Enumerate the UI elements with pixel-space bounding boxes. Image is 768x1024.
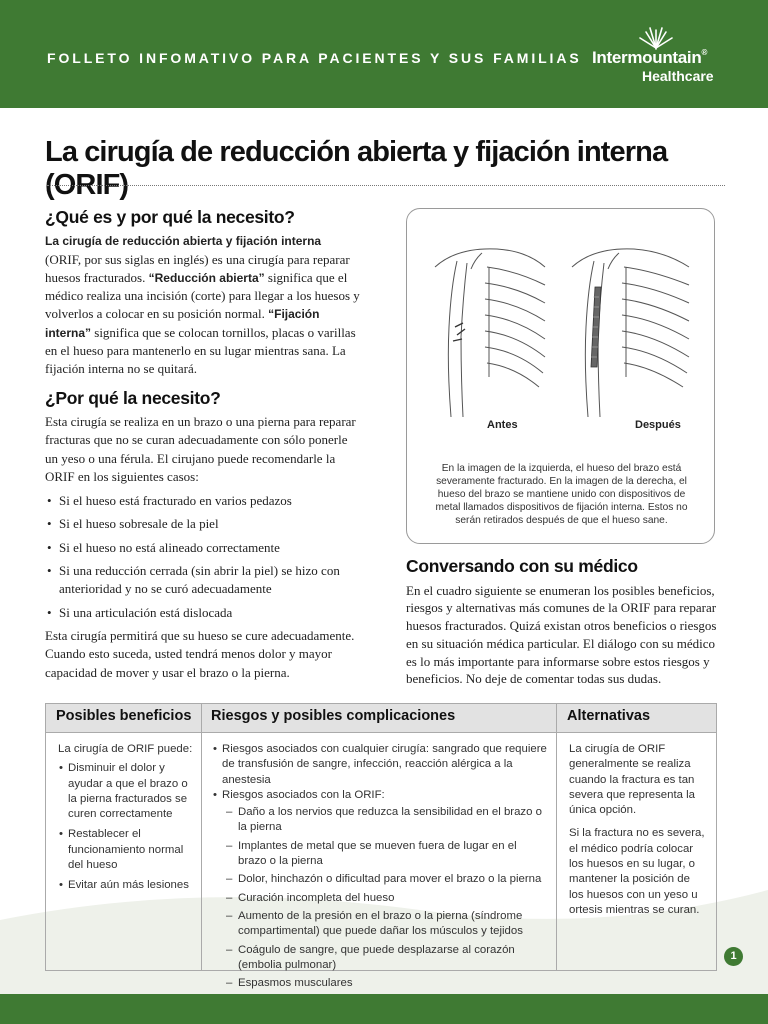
footer-band — [0, 994, 768, 1024]
what-text-1: (ORIF, por sus siglas en inglés) es una cirugía para reparar huesos fracturados. — [45, 251, 350, 285]
talk-section — [406, 558, 724, 688]
page-title: La cirugía de reducción abierta y fijación interna (ORIF) — [45, 136, 668, 201]
list-item: – Implantes de metal que se mueven fuera de lugar en el brazo o la pierna — [222, 839, 548, 870]
benefits-cell — [58, 742, 194, 899]
left-column — [45, 208, 360, 682]
term-internal-fixation: “Fijación interna” — [45, 307, 320, 340]
list-item: – Curación incompleta del hueso — [222, 891, 548, 906]
benefits-list — [58, 761, 194, 893]
benefits-risks-table — [45, 703, 717, 990]
header-tagline: FOLLETO INFOMATIVO PARA PACIENTES Y SUS FAMILIAS — [47, 50, 582, 66]
figure-label-before: Antes — [487, 419, 518, 431]
table-header-risks: Riesgos y posibles complicaciones — [211, 708, 456, 724]
figure-label-after: Después — [635, 419, 681, 431]
list-item: • Disminuir el dolor y ayudar a que el brazo o la pierna fracturados se curen correctamente — [58, 761, 194, 822]
list-item: – Coágulo de sangre, que puede desplazarse al corazón (embolia pulmonar) — [222, 943, 548, 974]
figure-caption: En la imagen de la izquierda, el hueso del brazo está severamente fracturado. En la imagen de la derecha, el hueso del brazo se mantiene unido con dispositivos de metal llamados dispositivos de fijación interna. Estos no serán retirados después de que el hueso sane. — [435, 463, 688, 526]
list-item — [212, 788, 548, 992]
header-band — [0, 0, 768, 108]
risks-list — [212, 742, 548, 991]
section-heading-what: ¿Qué es y por qué la necesito? — [45, 207, 295, 227]
table-header-alternatives: Alternativas — [567, 708, 651, 724]
table-divider — [556, 704, 557, 970]
list-item: – Daño a los nervios que reduzca la sensibilidad en el brazo o la pierna — [222, 805, 548, 836]
list-item: – Espasmos musculares — [222, 976, 548, 991]
alternatives-text-1: La cirugía de ORIF generalmente se realiza cuando la fractura es tan severa que representa la única opción. — [569, 743, 696, 817]
section-heading-talk: Conversando con su médico — [406, 556, 638, 576]
why-intro: Esta cirugía se realiza en un brazo o una pierna para reparar fracturas que no se curan adecuadamente con sólo ponerle un yeso o una férula. El cirujano puede recomendarle la ORIF en los siguientes casos: — [45, 413, 356, 484]
list-item: • Si el hueso sobresale de la piel — [45, 515, 360, 533]
list-item: • Riesgos asociados con cualquier cirugía: sangrado que requiere de transfusión de sangre, infección, reacción alérgica a la anestesia — [212, 742, 548, 788]
list-item: • Si el hueso no está alineado correctamente — [45, 539, 360, 557]
logo-subtitle: Healthcare — [642, 68, 714, 84]
what-lead-bold: La cirugía de reducción abierta y fijación interna — [45, 234, 322, 249]
table-header-benefits: Posibles beneficios — [56, 708, 192, 724]
section-heading-why: ¿Por qué la necesito? — [45, 387, 221, 408]
list-item: • Si una reducción cerrada (sin abrir la piel) se hizo con anterioridad y no se curó adecuadamente — [45, 562, 360, 599]
table-divider — [201, 704, 202, 970]
risks-orif-list — [222, 805, 548, 991]
list-item: – Dolor, hinchazón o dificultad para mover el brazo o la pierna — [222, 872, 548, 887]
list-item: • Evitar aún más lesiones — [58, 878, 194, 893]
list-item: • Si una articulación está dislocada — [45, 604, 360, 622]
table-header-row — [46, 704, 716, 733]
why-bullet-list — [45, 492, 360, 622]
figure-card — [406, 208, 715, 544]
arm-bone-illustration — [427, 227, 697, 427]
risks-orif-intro: Riesgos asociados con la ORIF: — [222, 788, 385, 801]
list-item: • Restablecer el funcionamiento normal del hueso — [58, 827, 194, 873]
page-number-badge: 1 — [724, 947, 743, 966]
term-open-reduction: “Reducción abierta” — [148, 270, 265, 285]
logo-trademark: ® — [701, 48, 708, 57]
alternatives-text-2: Si la fractura no es severa, el médico podría colocar los huesos en su lugar, o mantener la posición de los huesos con un yeso u ortesis mientras se curan. — [569, 827, 705, 916]
what-paragraph — [45, 232, 360, 378]
what-text-3: significa que se colocan tornillos, placas o varillas en el hueso para mantenerlo en su lugar mientras sana. La fijación interna no se quitará. — [45, 324, 356, 377]
intermountain-logo — [592, 26, 732, 96]
benefits-intro: La cirugía de ORIF puede: — [58, 743, 193, 755]
what-text-2: significa que el médico realiza una incisión (corte) para llegar a los huesos y volverlos a colocar en su posición normal. — [45, 269, 360, 322]
talk-body: En el cuadro siguiente se enumeran los posibles beneficios, riesgos y alternativas más comunes de la ORIF para reparar huesos fracturados. Quizá existan otros beneficios o riesgos en su situación médica particular. El diálogo con su médico es lo más importante para informarse sobre estos riesgos y beneficios. No deje de comentar todas sus dudas. — [406, 582, 717, 687]
risks-cell — [212, 742, 548, 994]
list-item: – Aumento de la presión en el brazo o la pierna (síndrome compartimental) que puede dañar los músculos y tejidos — [222, 909, 548, 940]
alternatives-cell — [569, 742, 707, 926]
leaf-logo-icon — [636, 26, 676, 50]
list-item: • Si el hueso está fracturado en varios pedazos — [45, 492, 360, 510]
dotted-divider — [47, 185, 725, 186]
why-closing: Esta cirugía permitirá que su hueso se cure adecuadamente. Cuando esto suceda, usted tendrá menos dolor y mayor capacidad de mover y usar el brazo o la pierna. — [45, 627, 355, 680]
logo-name: Intermountain — [592, 48, 702, 67]
